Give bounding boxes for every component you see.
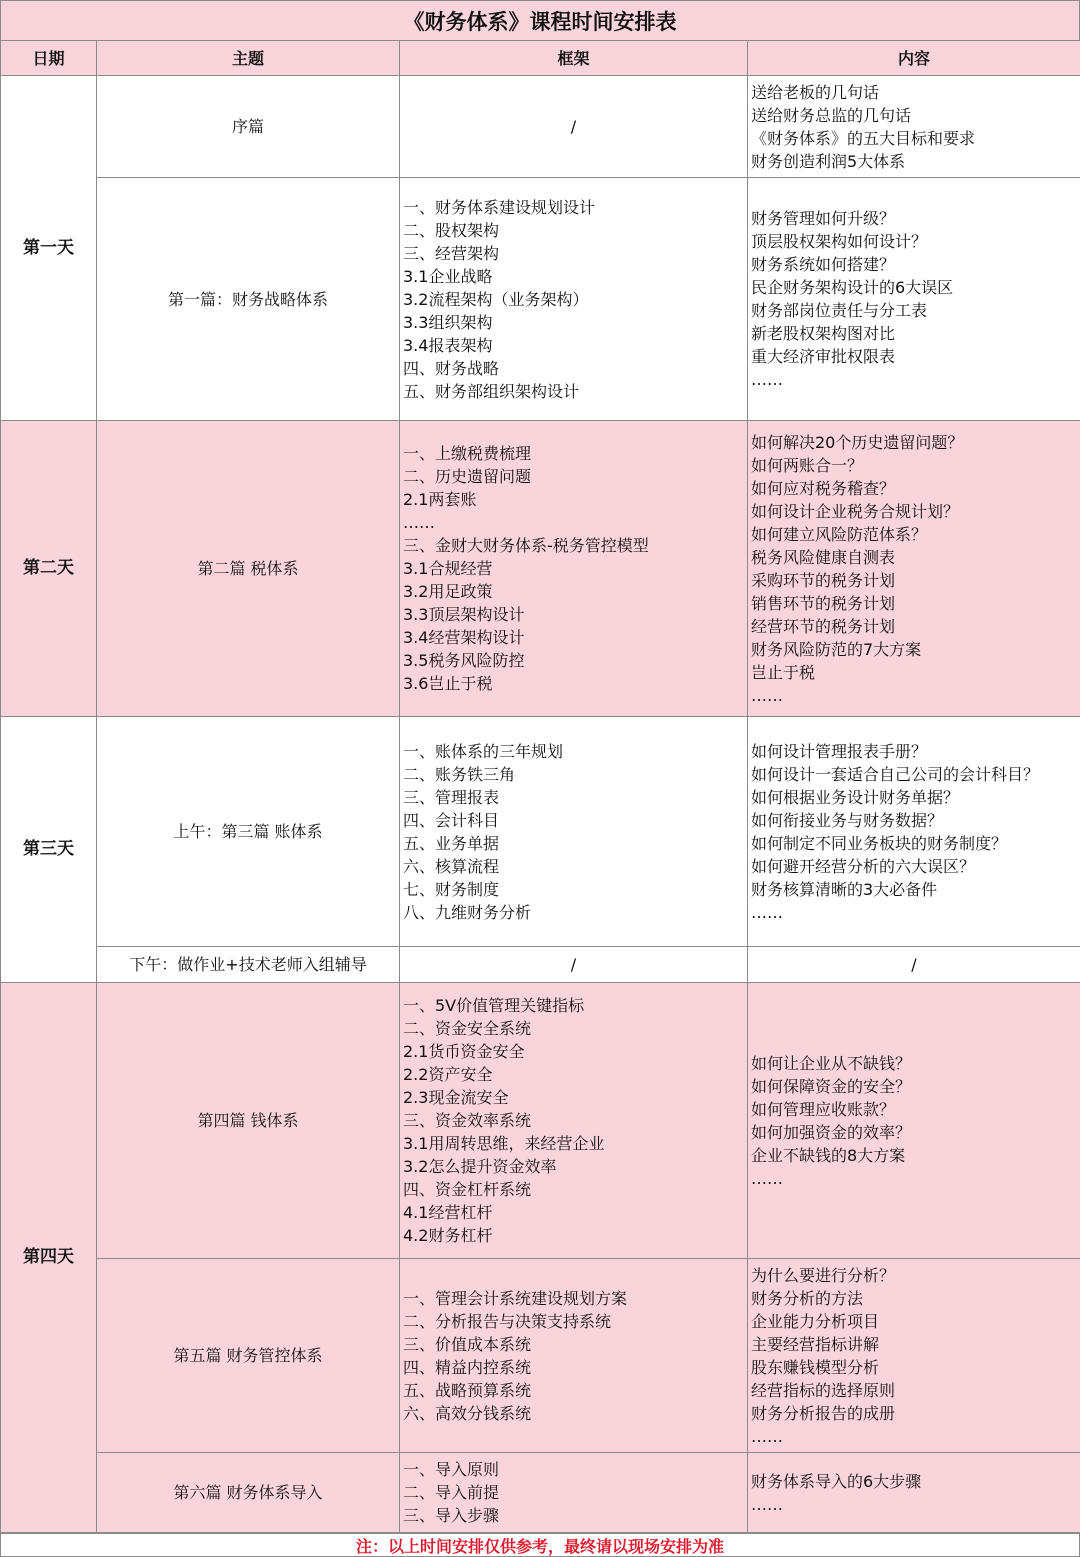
list-item: 财务系统如何搭建？ (751, 253, 1080, 276)
list-item: 3.4报表架构 (403, 334, 747, 357)
row-part1 (1, 178, 1080, 421)
framework-cell (400, 178, 748, 421)
list-item: 销售环节的税务计划 (751, 592, 1080, 615)
list-item: 为什么要进行分析？ (751, 1264, 1080, 1287)
header-topic: 主题 (97, 41, 400, 76)
list-item: 三、管理报表 (403, 786, 747, 809)
list-item: 如何制定不同业务板块的财务制度？ (751, 832, 1080, 855)
list-item: …… (751, 684, 1080, 707)
row-part2 (1, 421, 1080, 717)
content-cell (748, 717, 1080, 947)
day-1: 第一天 (1, 76, 97, 421)
list-item: 送给老板的几句话 (751, 81, 1080, 104)
topic-cell: 第一篇：财务战略体系 (97, 178, 400, 421)
list-item: 3.6岂止于税 (403, 672, 747, 695)
list-item: 五、战略预算系统 (403, 1379, 747, 1402)
list-item: 送给财务总监的几句话 (751, 104, 1080, 127)
list-item: 采购环节的税务计划 (751, 569, 1080, 592)
list-item: 三、价值成本系统 (403, 1333, 747, 1356)
header-date: 日期 (1, 41, 97, 76)
content-cell (748, 1453, 1080, 1533)
list-item: 3.5税务风险防控 (403, 649, 747, 672)
list-item: 3.1合规经营 (403, 557, 747, 580)
list-item: …… (751, 368, 1080, 391)
framework-cell: / (400, 76, 748, 178)
list-item: 财务风险防范的7大方案 (751, 638, 1080, 661)
list-item: …… (403, 511, 747, 534)
header-framework: 框架 (400, 41, 748, 76)
list-item: 如何两账合一？ (751, 454, 1080, 477)
list-item: 财务创造利润5大体系 (751, 150, 1080, 173)
list-item: 三、金财大财务体系-税务管控模型 (403, 534, 747, 557)
framework-cell (400, 717, 748, 947)
topic-cell: 下午：做作业+技术老师入组辅导 (97, 947, 400, 983)
row-part4 (1, 983, 1080, 1259)
list-item: 八、九维财务分析 (403, 901, 747, 924)
list-item: 如何让企业从不缺钱？ (751, 1052, 1080, 1075)
list-item: 2.3现金流安全 (403, 1086, 747, 1109)
list-item: 企业不缺钱的8大方案 (751, 1144, 1080, 1167)
list-item: 税务风险健康自测表 (751, 546, 1080, 569)
list-item: 股东赚钱模型分析 (751, 1356, 1080, 1379)
framework-cell: / (400, 947, 748, 983)
list-item: 二、历史遗留问题 (403, 465, 747, 488)
list-item: 如何管理应收账款？ (751, 1098, 1080, 1121)
list-item: 民企财务架构设计的6大误区 (751, 276, 1080, 299)
topic-cell: 上午：第三篇 账体系 (97, 717, 400, 947)
list-item: 4.2财务杠杆 (403, 1224, 747, 1247)
day-3: 第三天 (1, 717, 97, 983)
row-part5 (1, 1259, 1080, 1453)
page-title: 《财务体系》课程时间安排表 (0, 0, 1080, 42)
list-item: 4.1经营杠杆 (403, 1201, 747, 1224)
list-item: 财务分析的方法 (751, 1287, 1080, 1310)
list-item: 如何保障资金的安全？ (751, 1075, 1080, 1098)
content-cell (748, 1259, 1080, 1453)
list-item: 一、上缴税费梳理 (403, 442, 747, 465)
header-content: 内容 (748, 41, 1080, 76)
list-item: 3.4经营架构设计 (403, 626, 747, 649)
list-item: 财务分析报告的成册 (751, 1402, 1080, 1425)
list-item: 一、导入原则 (403, 1458, 747, 1481)
row-afternoon (1, 947, 1080, 983)
list-item: 财务部岗位责任与分工表 (751, 299, 1080, 322)
list-item: 如何解决20个历史遗留问题？ (751, 431, 1080, 454)
list-item: 一、财务体系建设规划设计 (403, 196, 747, 219)
list-item: 四、精益内控系统 (403, 1356, 747, 1379)
row-part6 (1, 1453, 1080, 1533)
list-item: 《财务体系》的五大目标和要求 (751, 127, 1080, 150)
day-4: 第四天 (1, 983, 97, 1533)
list-item: 3.1用周转思维，来经营企业 (403, 1132, 747, 1155)
list-item: 一、管理会计系统建设规划方案 (403, 1287, 747, 1310)
schedule-table (0, 40, 1080, 1533)
list-item: …… (751, 1425, 1080, 1448)
topic-cell: 第五篇 财务管控体系 (97, 1259, 400, 1453)
content-cell (748, 178, 1080, 421)
list-item: 如何设计管理报表手册？ (751, 740, 1080, 763)
list-item: 如何避开经营分析的六大误区？ (751, 855, 1080, 878)
content-cell: / (748, 947, 1080, 983)
list-item: 企业能力分析项目 (751, 1310, 1080, 1333)
framework-cell (400, 983, 748, 1259)
list-item: 2.1两套账 (403, 488, 747, 511)
list-item: …… (751, 1167, 1080, 1190)
topic-cell: 第六篇 财务体系导入 (97, 1453, 400, 1533)
list-item: 四、会计科目 (403, 809, 747, 832)
list-item: 3.3组织架构 (403, 311, 747, 334)
list-item: 岂止于税 (751, 661, 1080, 684)
topic-cell: 第二篇 税体系 (97, 421, 400, 717)
list-item: 财务体系导入的6大步骤 (751, 1470, 1080, 1493)
list-item: 一、5V价值管理关键指标 (403, 994, 747, 1017)
list-item: 三、资金效率系统 (403, 1109, 747, 1132)
list-item: 二、账务铁三角 (403, 763, 747, 786)
list-item: 如何设计一套适合自己公司的会计科目？ (751, 763, 1080, 786)
list-item: …… (751, 1493, 1080, 1516)
list-item: 2.1货币资金安全 (403, 1040, 747, 1063)
list-item: 一、账体系的三年规划 (403, 740, 747, 763)
list-item: 六、高效分钱系统 (403, 1402, 747, 1425)
list-item: 财务核算清晰的3大必备件 (751, 878, 1080, 901)
list-item: 3.2流程架构（业务架构） (403, 288, 747, 311)
list-item: 如何应对税务稽查？ (751, 477, 1080, 500)
list-item: 新老股权架构图对比 (751, 322, 1080, 345)
list-item: 三、导入步骤 (403, 1504, 747, 1527)
list-item: 经营环节的税务计划 (751, 615, 1080, 638)
list-item: 三、经营架构 (403, 242, 747, 265)
list-item: 四、财务战略 (403, 357, 747, 380)
list-item: 重大经济审批权限表 (751, 345, 1080, 368)
list-item: 财务管理如何升级？ (751, 207, 1080, 230)
list-item: 3.2怎么提升资金效率 (403, 1155, 747, 1178)
list-item: 六、核算流程 (403, 855, 747, 878)
list-item: …… (751, 901, 1080, 924)
list-item: 五、财务部组织架构设计 (403, 380, 747, 403)
list-item: 五、业务单据 (403, 832, 747, 855)
list-item: 如何设计企业税务合规计划？ (751, 500, 1080, 523)
framework-cell (400, 1259, 748, 1453)
list-item: 顶层股权架构如何设计？ (751, 230, 1080, 253)
row-preface (1, 76, 1080, 178)
list-item: 如何衔接业务与财务数据？ (751, 809, 1080, 832)
list-item: 二、分析报告与决策支持系统 (403, 1310, 747, 1333)
footer-note: 注：以上时间安排仅供参考，最终请以现场安排为准 (0, 1533, 1080, 1557)
list-item: 如何根据业务设计财务单据？ (751, 786, 1080, 809)
framework-cell (400, 421, 748, 717)
list-item: 如何加强资金的效率？ (751, 1121, 1080, 1144)
row-part3 (1, 717, 1080, 947)
list-item: 经营指标的选择原则 (751, 1379, 1080, 1402)
content-cell (748, 76, 1080, 178)
list-item: 如何建立风险防范体系？ (751, 523, 1080, 546)
day-2: 第二天 (1, 421, 97, 717)
list-item: 主要经营指标讲解 (751, 1333, 1080, 1356)
framework-cell (400, 1453, 748, 1533)
list-item: 2.2资产安全 (403, 1063, 747, 1086)
list-item: 二、导入前提 (403, 1481, 747, 1504)
list-item: 3.1企业战略 (403, 265, 747, 288)
content-cell (748, 421, 1080, 717)
header-row (1, 41, 1080, 76)
topic-cell: 第四篇 钱体系 (97, 983, 400, 1259)
list-item: 二、资金安全系统 (403, 1017, 747, 1040)
list-item: 3.3顶层架构设计 (403, 603, 747, 626)
content-cell (748, 983, 1080, 1259)
list-item: 七、财务制度 (403, 878, 747, 901)
list-item: 二、股权架构 (403, 219, 747, 242)
list-item: 四、资金杠杆系统 (403, 1178, 747, 1201)
topic-cell: 序篇 (97, 76, 400, 178)
list-item: 3.2用足政策 (403, 580, 747, 603)
